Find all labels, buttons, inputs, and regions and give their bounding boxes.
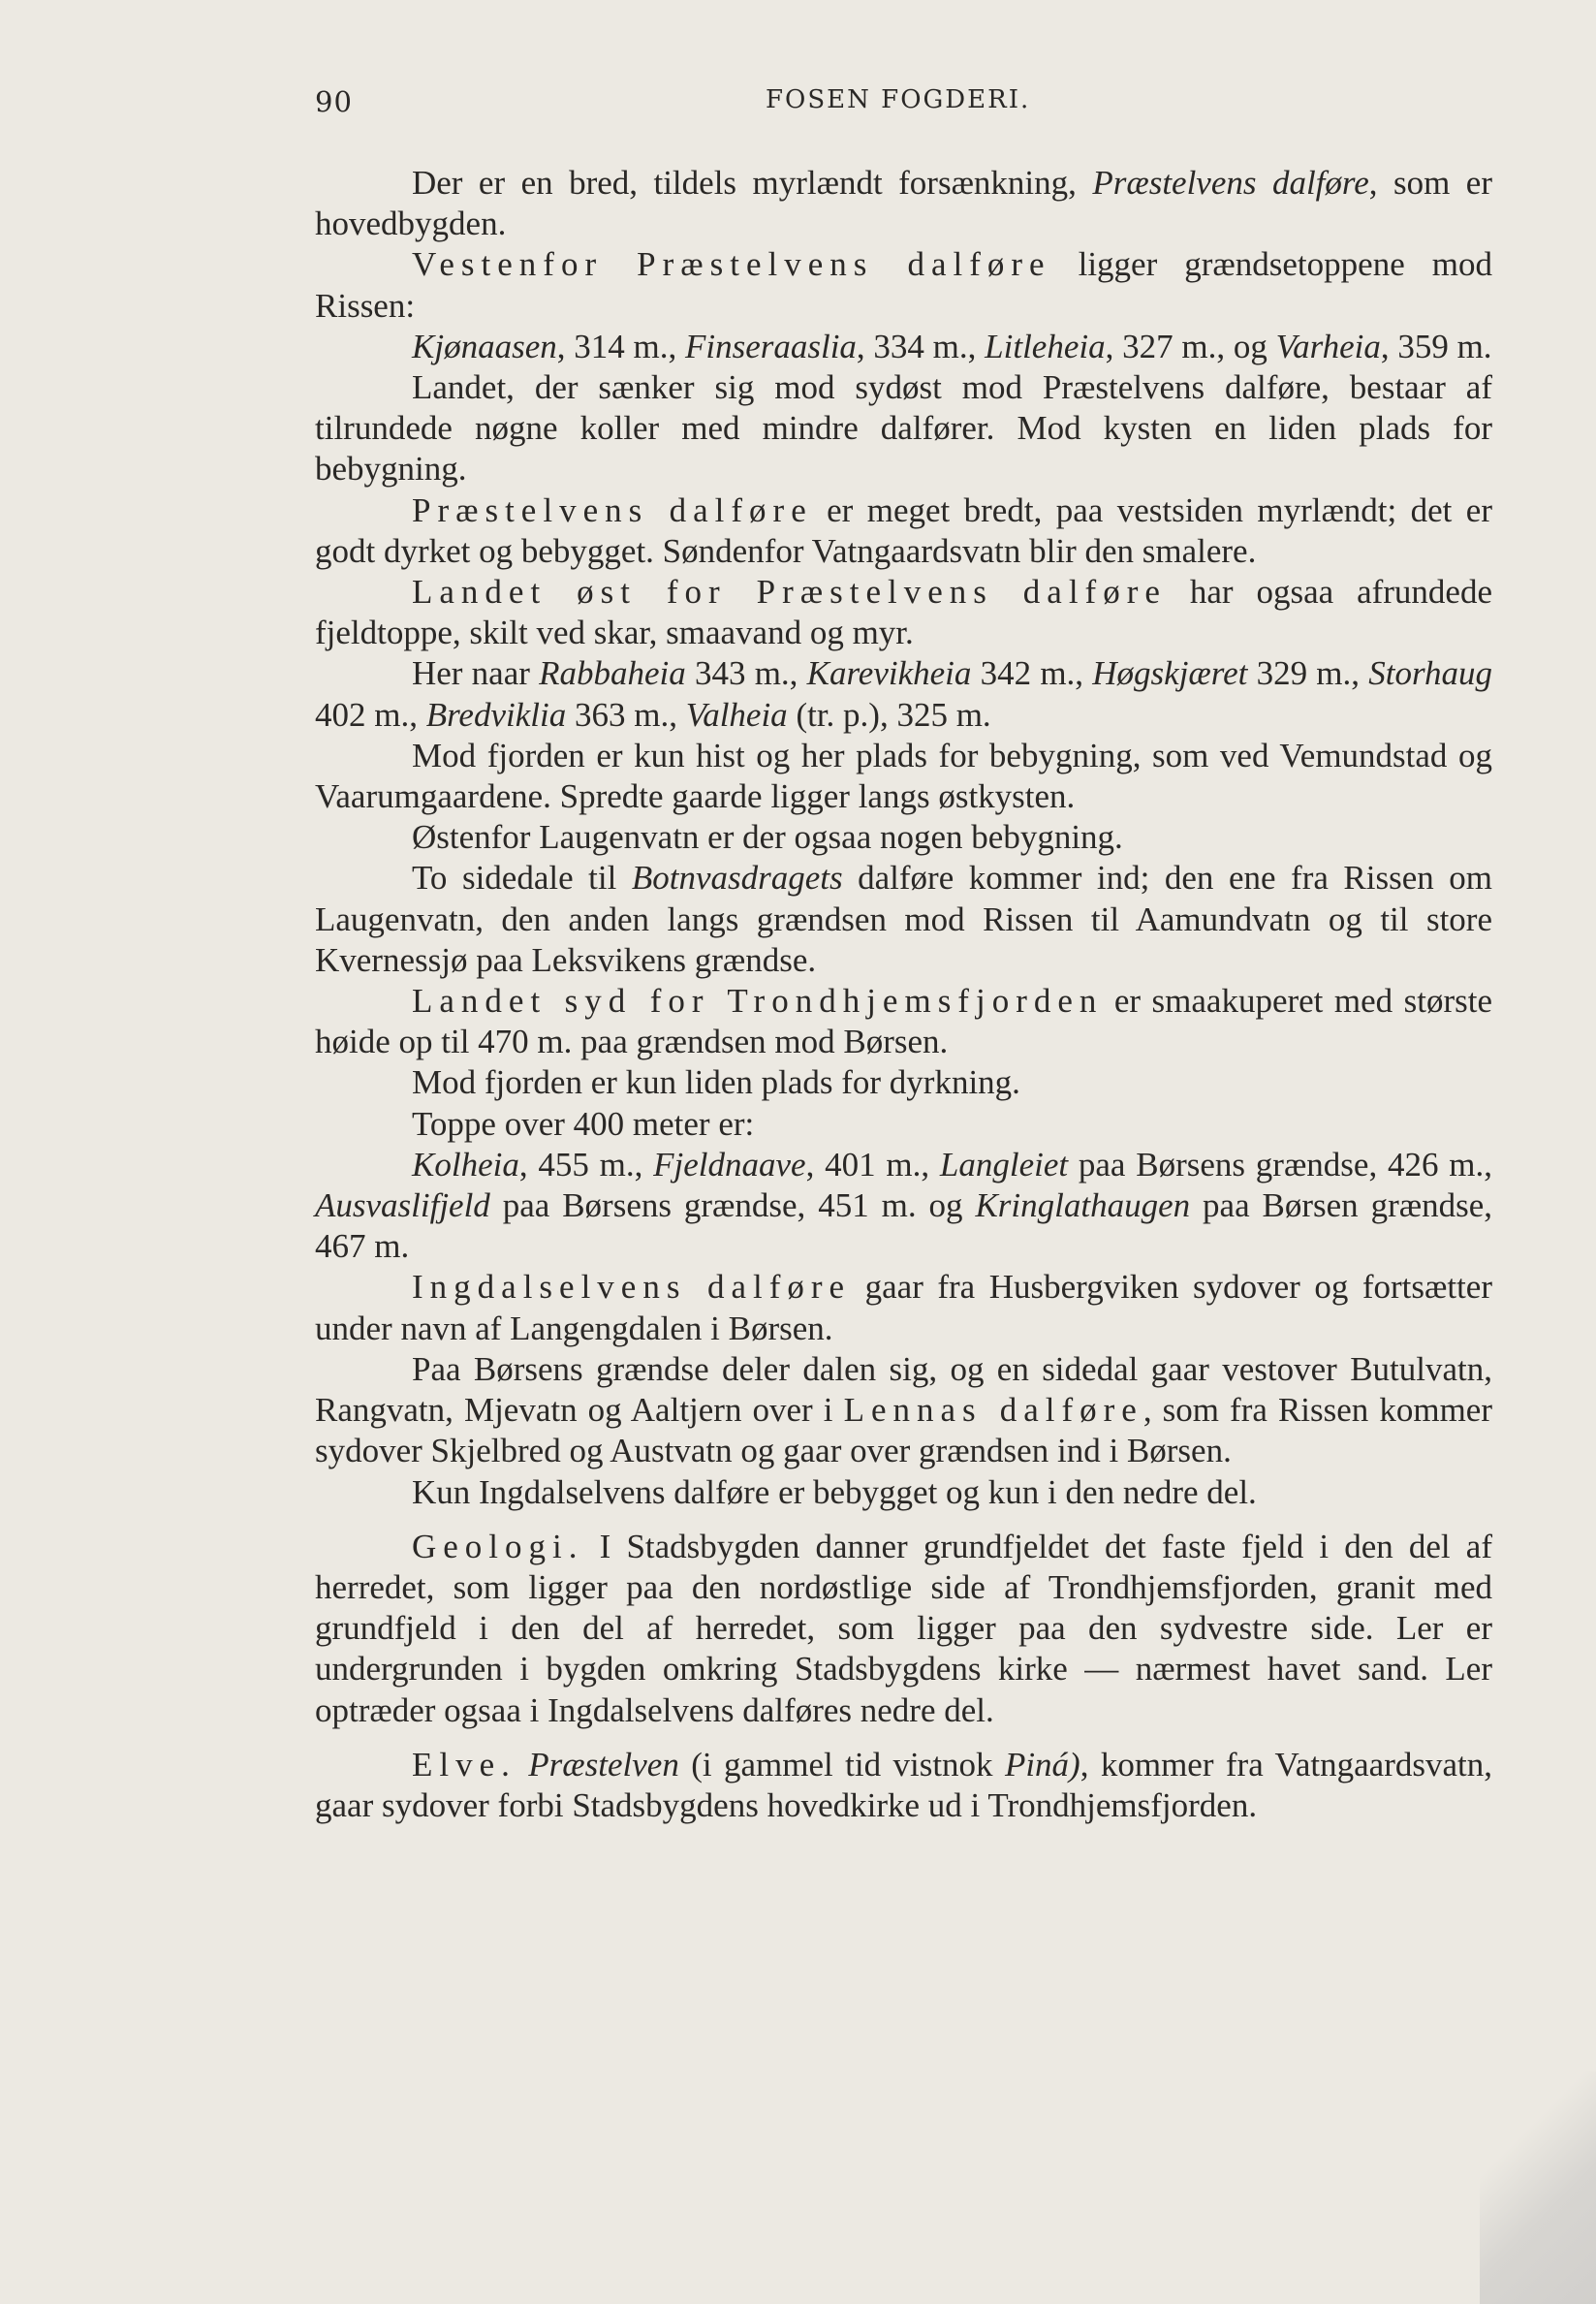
spaced-heading-text: Ingdalselvens dalføre <box>412 1268 852 1307</box>
text-run: , kommer fra Vatngaardsvatn, gaar sydover forbi Stadsbygdens hovedkirke ud i Trondhjemsfjorden. <box>315 1745 1492 1824</box>
text-run: , 401 m., <box>805 1145 940 1184</box>
text-run: , som er hovedbygden. <box>315 164 1492 243</box>
paragraph-p19 <box>315 1745 1492 1826</box>
spaced-heading-text: Geologi. <box>412 1527 584 1565</box>
text-run: paa Børsen grændse, 467 m. <box>315 1186 1492 1266</box>
italic-name: Fjeldnaave <box>653 1145 806 1184</box>
text-run: , 334 m., <box>856 327 986 365</box>
paragraph-p4 <box>315 367 1492 490</box>
italic-name: Storhaug <box>1368 654 1492 693</box>
italic-name: Litleheia <box>985 327 1106 365</box>
text-run: , 327 m., og <box>1105 327 1276 365</box>
italic-name: Ausvaslifjeld <box>315 1186 490 1225</box>
paragraph-p2 <box>315 244 1492 326</box>
italic-name: Karevikheia <box>806 654 972 693</box>
text-run: Her naar <box>412 654 540 693</box>
text-run: er smaakuperet med største høide op til 470 m. paa grændsen mod Børsen. <box>315 982 1492 1061</box>
text-run <box>516 1746 528 1783</box>
spaced-heading-text: Vestenfor Præstelvens dalføre <box>412 245 1051 284</box>
paragraph-p8 <box>315 736 1492 817</box>
paragraph-p12 <box>315 1062 1492 1103</box>
text-run: , 455 m., <box>518 1145 654 1184</box>
spaced-heading-text: Lennas dalføre <box>843 1391 1143 1430</box>
text-run: 343 m., <box>685 654 807 693</box>
paragraph-p18 <box>315 1527 1492 1731</box>
italic-name: Valheia <box>685 695 788 734</box>
text-run: 363 m., <box>566 695 686 734</box>
text-run: (i gammel tid vistnok <box>678 1745 1005 1783</box>
page-header <box>315 85 1492 124</box>
paragraph-p5 <box>315 490 1492 572</box>
paragraph-p15 <box>315 1267 1492 1348</box>
text-run: dalføre kommer ind; den ene fra Rissen om Laugenvatn, den anden langs grændsen mod Rissen til Aamundvatn og til store Kvernessjø paa Leksvikens grændse. <box>315 859 1493 979</box>
text-run: (tr. p.), 325 m. <box>787 695 991 734</box>
paragraph-p14 <box>315 1145 1492 1268</box>
text-run: er meget bredt, paa vestsiden myrlændt; det er godt dyrket og bebygget. Søndenfor Vatngaardsvatn blir den smalere. <box>315 490 1493 570</box>
spaced-heading-text: Landet øst for Præstelvens dalføre <box>412 573 1167 612</box>
text-run: Der er en bred, tildels myrlændt forsænkning, <box>412 164 1093 202</box>
italic-name: Præstelven <box>528 1745 679 1783</box>
text-run: Mod fjorden er kun liden plads for dyrkning. <box>412 1063 1020 1102</box>
italic-name: Høgskjæret <box>1092 654 1248 693</box>
italic-name: Varheia <box>1275 327 1381 365</box>
text-run: Toppe over 400 meter er: <box>412 1104 755 1143</box>
paragraph-p1 <box>315 163 1492 244</box>
italic-name: Præstelvens dalføre <box>1092 164 1369 202</box>
paragraph-p6 <box>315 572 1492 653</box>
italic-name: Kjønaasen <box>412 327 557 365</box>
text-run: Mod fjorden er kun hist og her plads for bebygning, som ved Vemundstad og Vaarumgaardene. Spredte gaarde ligger langs østkysten. <box>315 736 1492 816</box>
spaced-heading-text: Elve. <box>412 1745 516 1783</box>
paragraph-p7 <box>315 653 1492 735</box>
text-run: har ogsaa afrundede fjeldtoppe, skilt ved skar, smaavand og myr. <box>315 573 1493 652</box>
italic-name: Botnvasdragets <box>631 859 843 898</box>
italic-name: Kolheia <box>412 1145 519 1184</box>
text-run: ligger grændsetoppene mod Rissen: <box>315 245 1492 325</box>
page-number: 90 <box>315 85 353 118</box>
paragraph-p16 <box>315 1349 1492 1472</box>
text-run: Kun Ingdalselvens dalføre er bebygget og kun i den nedre del. <box>412 1472 1257 1511</box>
paragraph-p13 <box>315 1104 1492 1145</box>
paragraph-p17 <box>315 1472 1492 1513</box>
text-run: Østenfor Laugenvatn er der ogsaa nogen bebygning. <box>412 818 1123 857</box>
italic-name: Kringlathaugen <box>975 1186 1191 1225</box>
italic-name: Bredviklia <box>425 695 567 734</box>
running-head: FOSEN FOGDERI. <box>766 85 1031 114</box>
italic-name: Finseraaslia <box>684 327 857 365</box>
text-run: , som fra Rissen kommer sydover Skjelbred og Austvatn og gaar over grændsen ind i Børsen. <box>315 1391 1492 1470</box>
text-run: 342 m., <box>971 654 1093 693</box>
spaced-heading-text: Landet syd for Trondhjemsfjorden <box>412 982 1104 1021</box>
text-run: gaar fra Husbergviken sydover og fortsætter under navn af Langengdalen i Børsen. <box>315 1268 1492 1347</box>
text-run: 329 m., <box>1247 654 1369 693</box>
body-text <box>315 163 1492 1826</box>
text-run: , 359 m. <box>1380 327 1492 365</box>
text-run: To sidedale til <box>412 859 632 898</box>
text-run: I Stadsbygden danner grundfjeldet det faste fjeld i den del af herredet, som ligger paa den nordøstlige side af Trondhjemsfjorden, granit med grundfjeld i den del af herredet, som ligger paa den sydvestre side. Ler er undergrunden i bygden omkring Stadsbygdens kirke — nærmest havet sand. Ler optræder ogsaa i Ingdalselvens dalføres nedre del. <box>315 1527 1492 1729</box>
text-run: , 314 m., <box>556 327 685 365</box>
spaced-heading-text: Præstelvens dalføre <box>412 490 813 529</box>
text-run: Paa Børsens grændse deler dalen sig, og en sidedal gaar vestover Butulvatn, Rangvatn, Mjevatn og Aaltjern over i <box>315 1349 1492 1430</box>
italic-name: Rabbaheia <box>539 654 686 693</box>
italic-name: Piná) <box>1004 1745 1080 1783</box>
italic-name: Langleiet <box>939 1145 1069 1184</box>
text-run: Landet, der sænker sig mod sydøst mod Præstelvens dalføre, bestaar af tilrundede nøgne koller med mindre dalfører. Mod kysten en liden plads for bebygning. <box>315 368 1492 489</box>
text-run: paa Børsens grændse, 451 m. og <box>489 1186 976 1225</box>
text-run: paa Børsens grændse, 426 m., <box>1068 1145 1492 1184</box>
page-corner-shadow <box>1480 2071 1596 2304</box>
paragraph-p10 <box>315 858 1492 981</box>
paragraph-p9 <box>315 817 1492 858</box>
text-run: 402 m., <box>315 695 426 734</box>
paragraph-p3 <box>315 327 1492 367</box>
paragraph-p11 <box>315 981 1492 1062</box>
